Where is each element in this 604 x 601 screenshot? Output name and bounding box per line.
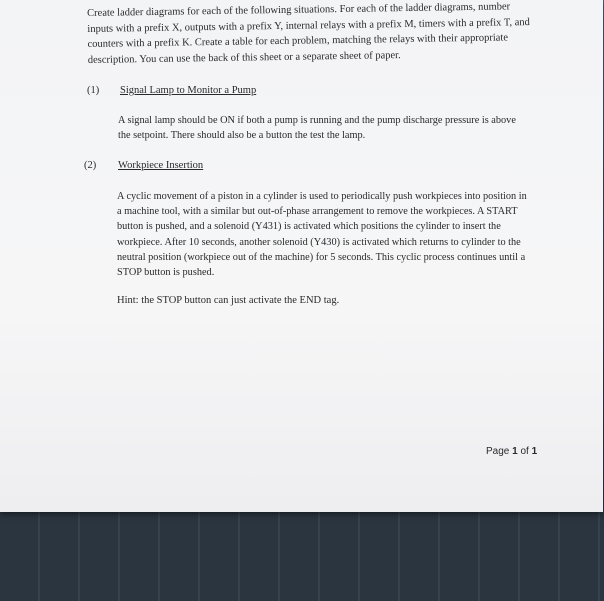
page-current: 1 — [512, 446, 518, 457]
problem-2-body: A cyclic movement of a piston in a cylinder is used to periodically push workpieces into position in a machine tool, with a similar but out-of-phase arrangement to remove the workpieces. A START button is pushed, and a solenoid (Y431) is activated which positions the cylinder to insert the workpiece. After 10 seconds, another solenoid (Y430) is activated which returns to cylinder to the neutral position (workpiece out of the machine) for 5 seconds. This cyclic process continues until a STOP button is pushed. — [117, 191, 527, 279]
problem-2-number: (2) — [84, 160, 97, 171]
problem-2-title: Workpiece Insertion — [118, 160, 204, 171]
page-label: Page — [486, 446, 510, 457]
page-separator: of — [520, 446, 529, 457]
hint-text: Hint: the STOP button can just activate the END tag. — [117, 295, 340, 306]
problem-1-title: Signal Lamp to Monitor a Pump — [120, 85, 257, 96]
page-number — [486, 446, 537, 457]
problem-1-body: A signal lamp should be ON if both a pump is running and the pump discharge pressure is above the setpoint. There should also be a button the test the lamp. — [118, 115, 516, 142]
background-floor — [0, 505, 604, 601]
problem-1-number: (1) — [87, 85, 100, 96]
instructions-paragraph: Create ladder diagrams for each of the following situations. For each of the ladder diagrams, number inputs with a prefix X, outputs with a prefix Y, internal relays with a prefix M, timers with a prefix T, and counters with a prefix K. Create a table for each problem, matching the relays with their appropriate description. You can use the back of this sheet or a separate sheet of paper. — [87, 1, 530, 66]
page-total: 1 — [531, 446, 538, 457]
